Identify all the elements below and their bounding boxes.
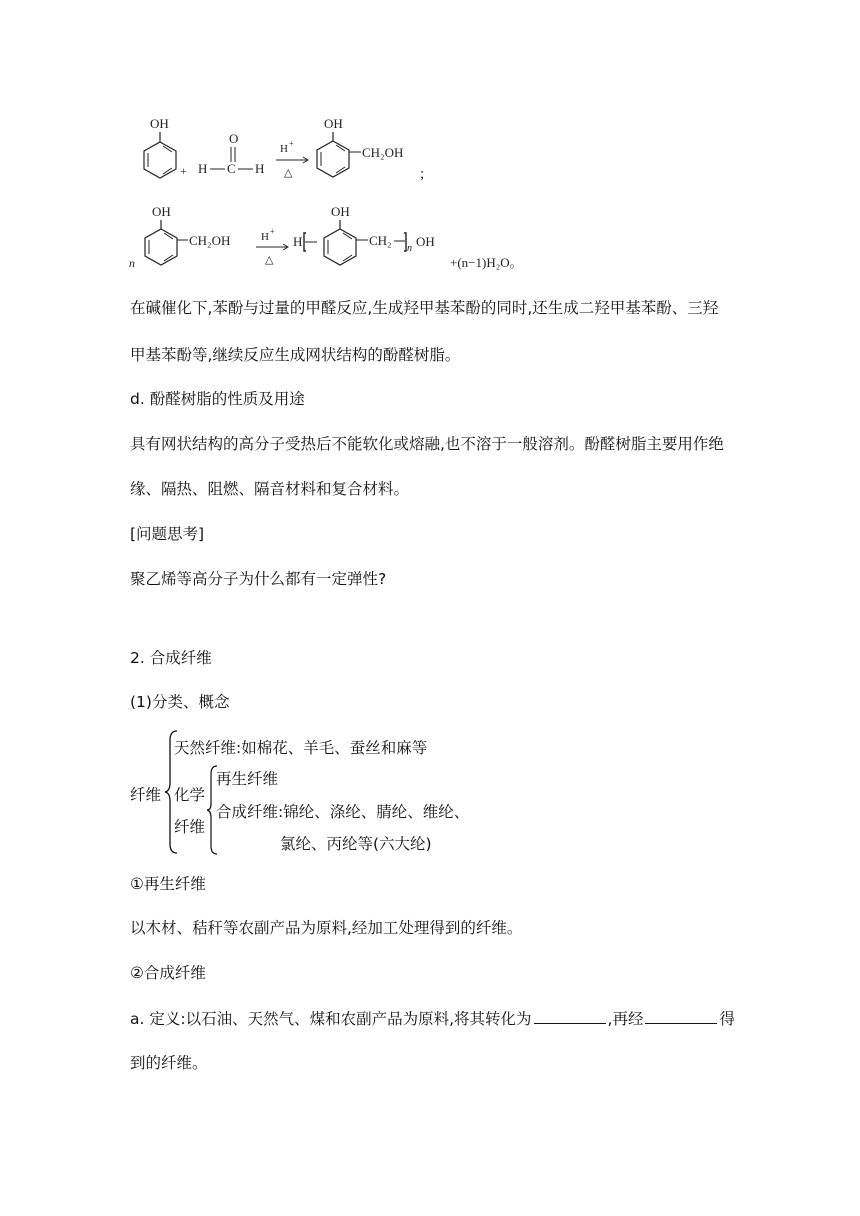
svg-text:OH: OH (416, 234, 435, 249)
subheading-classification: (1)分类、概念 (130, 693, 230, 711)
heading-question: [问题思考] (130, 525, 205, 543)
reaction-1-equation (128, 110, 448, 190)
paragraph-base-catalysis: 在碱催化下,苯酚与过量的甲醛反应,生成羟甲基苯酚的同时,还生成二羟甲基苯酚、三羟 (130, 299, 719, 317)
paragraph-base-catalysis-cont: 甲基苯酚等,继续反应生成网状结构的酚醛树脂。 (130, 346, 461, 364)
heading-regenerated-fiber: ①再生纤维 (130, 875, 206, 893)
fiber-classification-tree (130, 728, 550, 858)
tree-root-label: 纤维 (130, 786, 162, 804)
phenol-oh: OH (150, 116, 169, 131)
svg-text:;: ; (420, 166, 425, 182)
section-heading-synthetic-fiber: 2. 合成纤维 (130, 649, 212, 667)
svg-text:OH: OH (331, 204, 350, 219)
tree-natural-fiber: 天然纤维:如棉花、羊毛、蚕丝和麻等 (174, 739, 428, 757)
svg-text:CH₂: CH₂ (369, 233, 392, 248)
definition-synthetic-fiber-cont: 到的纤维。 (130, 1054, 208, 1072)
svg-text:+: + (289, 139, 294, 148)
fill-blank-2[interactable] (645, 1008, 717, 1024)
svg-text:n: n (129, 256, 135, 270)
heading-resin-properties: d. 酚醛树脂的性质及用途 (130, 390, 305, 408)
tree-regenerated-fiber: 再生纤维 (216, 770, 279, 788)
svg-text:CH₂OH: CH₂OH (362, 145, 404, 160)
svg-text:H: H (255, 161, 265, 176)
svg-text:H: H (198, 161, 208, 176)
svg-text:C: C (227, 161, 236, 176)
plus-sign: + (180, 164, 187, 178)
svg-text:+(n−1)H₂O。: +(n−1)H₂O。 (450, 255, 523, 270)
paragraph-resin-properties-cont: 缘、隔热、阻燃、隔音材料和复合材料。 (130, 480, 410, 498)
svg-text:△: △ (284, 167, 293, 179)
question-text: 聚乙烯等高分子为什么都有一定弹性? (130, 570, 387, 588)
reaction-2-equation (128, 200, 548, 278)
phenol-ring (144, 142, 176, 178)
heading-synthetic-fiber: ②合成纤维 (130, 964, 206, 982)
svg-text:OH: OH (324, 116, 343, 131)
definition-synthetic-fiber: a. 定义:以石油、天然气、煤和农副产品为原料,将其转化为 ,再经 得 (130, 1010, 735, 1028)
svg-text:H: H (261, 231, 269, 243)
svg-text:OH: OH (152, 204, 171, 219)
svg-text:H: H (280, 143, 288, 155)
svg-text:+: + (270, 227, 275, 236)
tree-synthetic-fiber: 合成纤维:锦纶、涤纶、腈纶、维纶、 (216, 803, 470, 821)
svg-text:n: n (407, 243, 412, 254)
tree-chem-label-2: 纤维 (174, 818, 206, 836)
svg-text:△: △ (265, 254, 274, 266)
svg-text:CH₂OH: CH₂OH (189, 233, 231, 248)
fill-blank-1[interactable] (534, 1008, 606, 1024)
svg-text:O: O (229, 131, 239, 146)
paragraph-regenerated-fiber: 以木材、秸秆等农副产品为原料,经加工处理得到的纤维。 (130, 919, 523, 937)
tree-chem-label-1: 化学 (174, 786, 206, 804)
svg-text:H: H (293, 234, 303, 249)
paragraph-resin-properties: 具有网状结构的高分子受热后不能软化或熔融,也不溶于一般溶剂。酚醛树脂主要用作绝 (130, 435, 724, 453)
tree-synthetic-fiber-cont: 氯纶、丙纶等(六大纶) (280, 835, 432, 853)
